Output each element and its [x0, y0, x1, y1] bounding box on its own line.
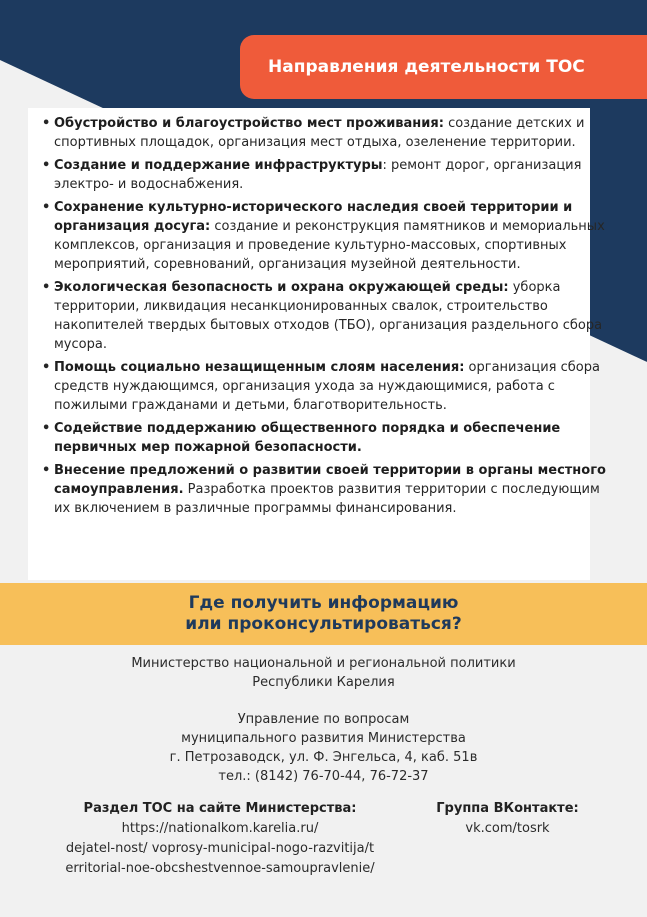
- department-phone: тел.: (8142) 76-70-44, 76-72-37: [218, 769, 429, 784]
- item-text: организация сбора средств нуждающимся, организация ухода за нуждающимися, работа с пожилыми гражданами и детьми, благотворительность.: [54, 360, 600, 413]
- question-banner: [0, 583, 647, 645]
- item-text: Разработка проектов развития территории с последующим их включением в различные программы финансирования.: [54, 482, 600, 516]
- item-text: : ремонт дорог, организация электро- и водоснабжения.: [54, 158, 582, 192]
- ministry-line-1: Министерство национальной и региональной политики: [131, 656, 516, 671]
- question-line-2: или проконсультироваться?: [185, 614, 462, 634]
- department-block: [0, 710, 647, 786]
- website-title: Раздел ТОС на сайте Министерства:: [83, 801, 357, 816]
- department-address: г. Петрозаводск, ул. Ф. Энгельса, 4, каб. 51в: [169, 750, 478, 765]
- item-text: создание и реконструкция памятников и мемориальных комплексов, организация и проведение культурно-массовых, спортивных мероприятий, соревнований, организация музейной деятельности.: [54, 219, 605, 272]
- item-heading: Внесение предложений о развитии своей территории в органы местного самоуправления.: [54, 463, 606, 497]
- list-item: [40, 114, 610, 152]
- ministry-line-2: Республики Карелия: [252, 675, 395, 690]
- list-item: [40, 419, 610, 457]
- vk-title: Группа ВКонтакте:: [436, 801, 579, 816]
- department-line-1: Управление по вопросам: [237, 712, 410, 727]
- section-header: [240, 35, 647, 99]
- item-text: уборка территории, ликвидация несанкционированных свалок, строительство накопителей твердых бытовых отходов (ТБО), организация раздельного сбора мусора.: [54, 280, 603, 352]
- directions-list: [40, 114, 610, 522]
- website-block: [40, 799, 400, 879]
- question-line-1: Где получить информацию: [188, 593, 459, 613]
- website-url-line-3[interactable]: erritorial-noe-obcshestvennoe-samoupravlenie/: [65, 861, 375, 876]
- item-heading: Сохранение культурно-исторического наследия своей территории и организация досуга:: [54, 200, 573, 234]
- website-url-line-1[interactable]: https://nationalkom.karelia.ru/: [121, 821, 319, 836]
- list-item: [40, 198, 610, 274]
- department-line-2: муниципального развития Министерства: [181, 731, 466, 746]
- website-url-line-2[interactable]: dejatel-nost/ voprosy-municipal-nogo-razvitija/t: [65, 841, 375, 856]
- list-item: [40, 156, 610, 194]
- list-item: [40, 461, 610, 518]
- item-heading: Создание и поддержание инфраструктуры: [54, 158, 383, 173]
- item-heading: Помощь социально незащищенным слоям населения:: [54, 360, 465, 375]
- ministry-block: [0, 654, 647, 692]
- item-heading: Экологическая безопасность и охрана окружающей среды:: [54, 280, 509, 295]
- section-title: Направления деятельности ТОС: [268, 57, 585, 77]
- item-text: создание детских и спортивных площадок, организация мест отдыха, озеленение территории.: [54, 116, 585, 150]
- vk-block: [410, 799, 605, 839]
- vk-url[interactable]: vk.com/tosrk: [465, 821, 550, 836]
- list-item: [40, 278, 610, 354]
- item-heading: Обустройство и благоустройство мест проживания:: [54, 116, 444, 131]
- item-heading: Содействие поддержанию общественного порядка и обеспечение первичных мер пожарной безопасности.: [54, 421, 561, 455]
- list-item: [40, 358, 610, 415]
